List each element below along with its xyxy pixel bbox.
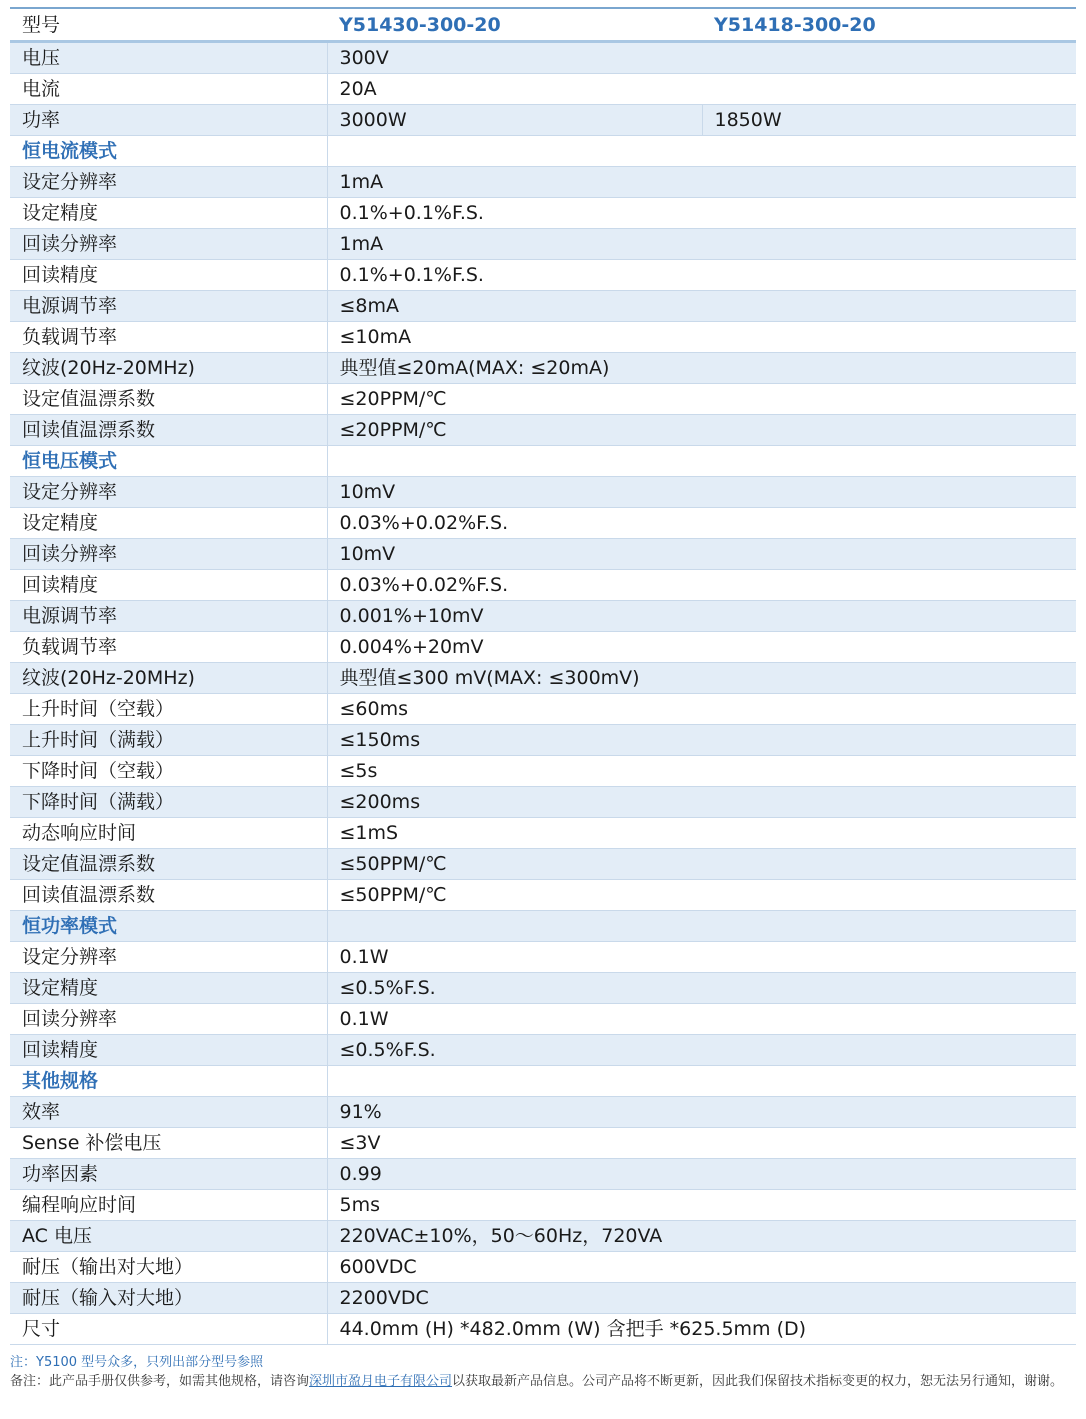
- spec-label: 回读分辨率: [10, 229, 327, 260]
- spec-value: 91%: [327, 1097, 1076, 1128]
- spec-value: ≤50PPM/℃: [327, 880, 1076, 911]
- spec-label: 上升时间（满载）: [10, 725, 327, 756]
- spec-row: [10, 539, 1076, 570]
- spec-value: ≤8mA: [327, 291, 1076, 322]
- spec-row: [10, 322, 1076, 353]
- section-empty-cell: [327, 911, 1076, 942]
- header-row: [10, 10, 1076, 42]
- spec-value: 0.1%+0.1%F.S.: [327, 260, 1076, 291]
- spec-label: 功率因素: [10, 1159, 327, 1190]
- spec-value: ≤0.5%F.S.: [327, 973, 1076, 1004]
- spec-value: ≤5s: [327, 756, 1076, 787]
- spec-label: 设定精度: [10, 508, 327, 539]
- spec-label: 下降时间（空载）: [10, 756, 327, 787]
- spec-row: [10, 632, 1076, 663]
- spec-value: 0.99: [327, 1159, 1076, 1190]
- spec-label: 纹波(20Hz-20MHz): [10, 353, 327, 384]
- spec-value: 0.03%+0.02%F.S.: [327, 508, 1076, 539]
- spec-row: [10, 849, 1076, 880]
- spec-row: [10, 1190, 1076, 1221]
- model-note: 注：Y5100 型号众多，只列出部分型号参照: [10, 1355, 264, 1370]
- spec-row: [10, 1314, 1076, 1345]
- spec-label: 负载调节率: [10, 322, 327, 353]
- spec-value: 1850W: [702, 105, 1076, 136]
- spec-value: 20A: [327, 74, 1076, 105]
- spec-label: 设定分辨率: [10, 477, 327, 508]
- spec-value: 1mA: [327, 229, 1076, 260]
- spec-label: 设定精度: [10, 973, 327, 1004]
- spec-row: [10, 291, 1076, 322]
- disclaimer-suffix: 以获取最新产品信息。公司产品将不断更新，因此我们保留技术指标变更的权力，恕无法另行通知，谢谢。: [452, 1374, 1064, 1389]
- spec-label: 下降时间（满载）: [10, 787, 327, 818]
- spec-label: 设定值温漂系数: [10, 384, 327, 415]
- spec-value: 3000W: [327, 105, 702, 136]
- spec-label: 耐压（输入对大地）: [10, 1283, 327, 1314]
- spec-value: 典型值≤20mA(MAX: ≤20mA): [327, 353, 1076, 384]
- section-empty-cell: [327, 1066, 1076, 1097]
- spec-label: 电压: [10, 42, 327, 74]
- spec-value: 5ms: [327, 1190, 1076, 1221]
- spec-row: [10, 1283, 1076, 1314]
- spec-label: 动态响应时间: [10, 818, 327, 849]
- spec-row: [10, 818, 1076, 849]
- section-empty-cell: [327, 136, 1076, 167]
- spec-label: 设定值温漂系数: [10, 849, 327, 880]
- spec-value: 600VDC: [327, 1252, 1076, 1283]
- spec-row: [10, 229, 1076, 260]
- section-title: 恒功率模式: [10, 911, 327, 942]
- section-empty-cell: [327, 446, 1076, 477]
- spec-row: [10, 694, 1076, 725]
- spec-row: [10, 787, 1076, 818]
- spec-value: 0.004%+20mV: [327, 632, 1076, 663]
- section-header-row: [10, 446, 1076, 477]
- section-title: 其他规格: [10, 1066, 327, 1097]
- spec-label: Sense 补偿电压: [10, 1128, 327, 1159]
- spec-value: 0.1W: [327, 1004, 1076, 1035]
- spec-row: [10, 663, 1076, 694]
- section-title: 恒电压模式: [10, 446, 327, 477]
- spec-row: [10, 167, 1076, 198]
- spec-value: 典型值≤300 mV(MAX: ≤300mV): [327, 663, 1076, 694]
- spec-row: [10, 1128, 1076, 1159]
- spec-row: [10, 260, 1076, 291]
- spec-label: 设定精度: [10, 198, 327, 229]
- spec-value: ≤1mS: [327, 818, 1076, 849]
- spec-value: 300V: [327, 42, 1076, 74]
- spec-row: [10, 42, 1076, 74]
- spec-row: [10, 198, 1076, 229]
- spec-row: [10, 1004, 1076, 1035]
- spec-label: 耐压（输出对大地）: [10, 1252, 327, 1283]
- spec-value: 0.1%+0.1%F.S.: [327, 198, 1076, 229]
- spec-row: [10, 477, 1076, 508]
- spec-value: 10mV: [327, 477, 1076, 508]
- top-rule: [10, 7, 1076, 9]
- model-label: 型号: [10, 10, 327, 42]
- spec-label: 功率: [10, 105, 327, 136]
- spec-value: ≤200ms: [327, 787, 1076, 818]
- disclaimer-note: [10, 1372, 1076, 1391]
- model-name-2: Y51418-300-20: [702, 10, 1076, 42]
- spec-label: 回读值温漂系数: [10, 415, 327, 446]
- disclaimer-prefix: 备注：此产品手册仅供参考，如需其他规格，请咨询: [10, 1374, 310, 1389]
- spec-row: [10, 1221, 1076, 1252]
- spec-label: 回读分辨率: [10, 539, 327, 570]
- spec-row: [10, 74, 1076, 105]
- spec-label: 设定分辨率: [10, 942, 327, 973]
- spec-row: [10, 1097, 1076, 1128]
- spec-row: [10, 353, 1076, 384]
- spec-value: ≤0.5%F.S.: [327, 1035, 1076, 1066]
- spec-row: [10, 508, 1076, 539]
- spec-label: 回读值温漂系数: [10, 880, 327, 911]
- footnotes: [10, 1353, 1076, 1391]
- company-link[interactable]: 深圳市盈月电子有限公司: [309, 1374, 453, 1389]
- spec-value: ≤150ms: [327, 725, 1076, 756]
- spec-row: [10, 973, 1076, 1004]
- spec-label: 电源调节率: [10, 601, 327, 632]
- spec-value: ≤50PPM/℃: [327, 849, 1076, 880]
- spec-value: ≤20PPM/℃: [327, 415, 1076, 446]
- spec-row: [10, 570, 1076, 601]
- spec-value: ≤60ms: [327, 694, 1076, 725]
- spec-label: 尺寸: [10, 1314, 327, 1345]
- spec-value: 0.03%+0.02%F.S.: [327, 570, 1076, 601]
- spec-value: ≤10mA: [327, 322, 1076, 353]
- spec-table: [10, 10, 1076, 1345]
- spec-row: [10, 1035, 1076, 1066]
- spec-label: 回读精度: [10, 570, 327, 601]
- section-header-row: [10, 911, 1076, 942]
- spec-label: 效率: [10, 1097, 327, 1128]
- spec-row: [10, 105, 1076, 136]
- spec-label: 回读精度: [10, 260, 327, 291]
- spec-label: 设定分辨率: [10, 167, 327, 198]
- spec-row: [10, 756, 1076, 787]
- spec-value: 2200VDC: [327, 1283, 1076, 1314]
- spec-label: 编程响应时间: [10, 1190, 327, 1221]
- spec-value: ≤20PPM/℃: [327, 384, 1076, 415]
- spec-label: 上升时间（空载）: [10, 694, 327, 725]
- spec-value: ≤3V: [327, 1128, 1076, 1159]
- spec-value: 0.1W: [327, 942, 1076, 973]
- spec-row: [10, 725, 1076, 756]
- spec-row: [10, 384, 1076, 415]
- spec-value: 10mV: [327, 539, 1076, 570]
- spec-label: 回读分辨率: [10, 1004, 327, 1035]
- spec-row: [10, 1252, 1076, 1283]
- spec-value: 1mA: [327, 167, 1076, 198]
- spec-row: [10, 415, 1076, 446]
- section-title: 恒电流模式: [10, 136, 327, 167]
- spec-label: 电源调节率: [10, 291, 327, 322]
- spec-label: AC 电压: [10, 1221, 327, 1252]
- spec-row: [10, 880, 1076, 911]
- spec-row: [10, 942, 1076, 973]
- spec-row: [10, 1159, 1076, 1190]
- spec-row: [10, 601, 1076, 632]
- spec-value: 0.001%+10mV: [327, 601, 1076, 632]
- spec-label: 纹波(20Hz-20MHz): [10, 663, 327, 694]
- spec-label: 回读精度: [10, 1035, 327, 1066]
- spec-label: 负载调节率: [10, 632, 327, 663]
- model-name-1: Y51430-300-20: [327, 10, 702, 42]
- spec-label: 电流: [10, 74, 327, 105]
- section-header-row: [10, 136, 1076, 167]
- spec-value: 220VAC±10%，50～60Hz，720VA: [327, 1221, 1076, 1252]
- spec-value: 44.0mm (H) *482.0mm (W) 含把手 *625.5mm (D): [327, 1314, 1076, 1345]
- section-header-row: [10, 1066, 1076, 1097]
